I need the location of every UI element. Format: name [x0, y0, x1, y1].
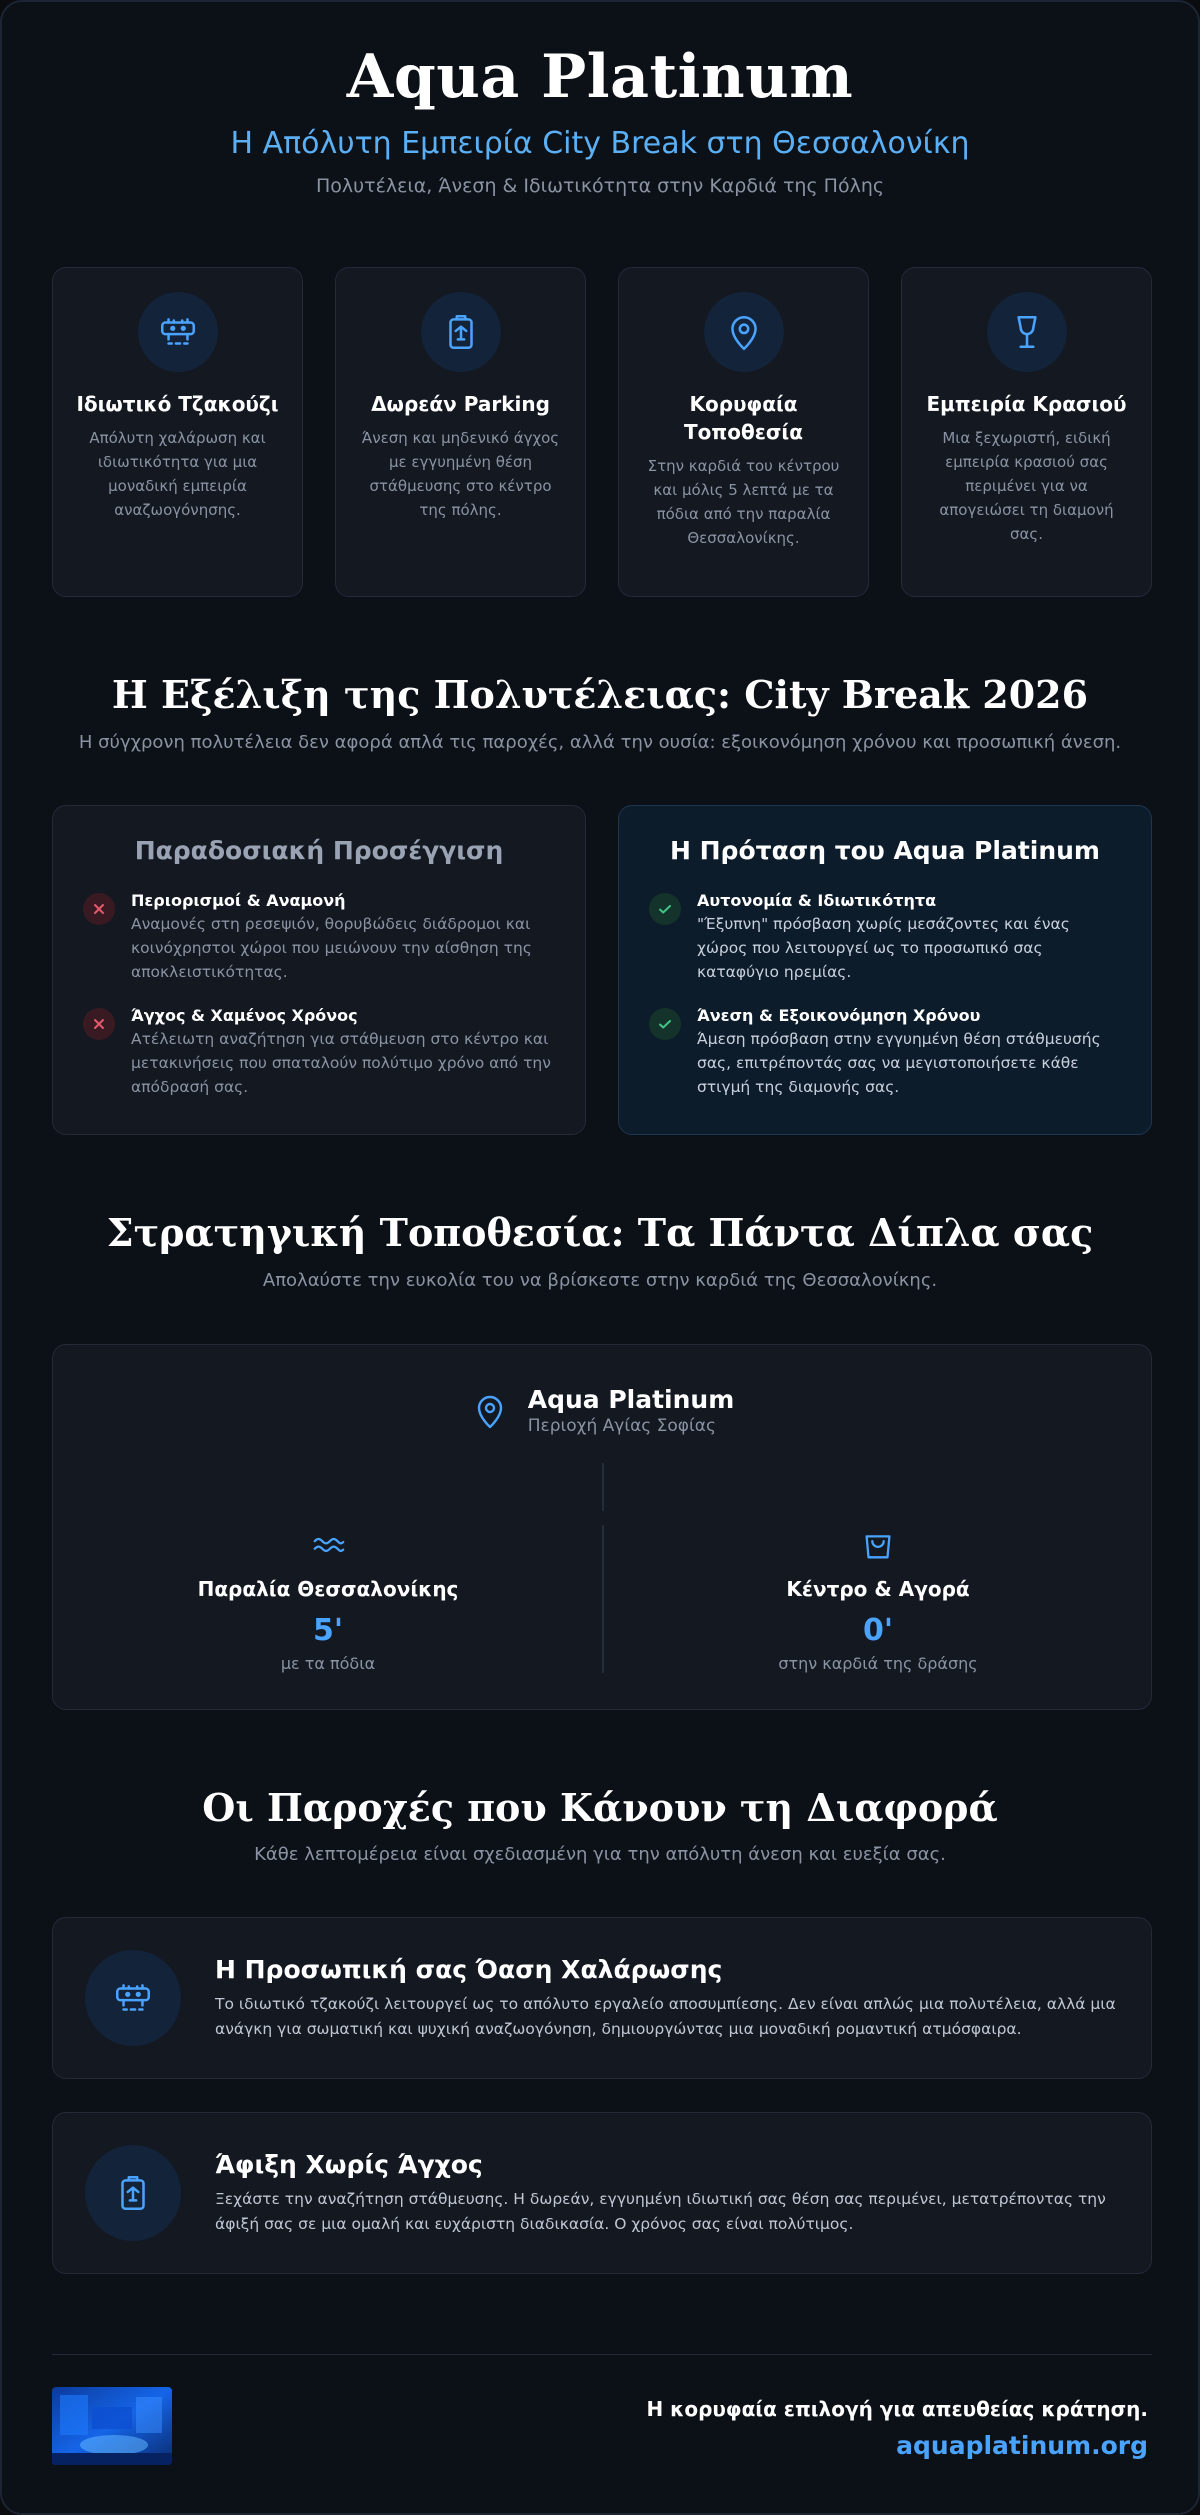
beach-distance: [53, 1525, 603, 1673]
footer-tagline: Η κορυφαία επιλογή για απευθείας κράτηση.: [646, 2397, 1148, 2421]
feature-desc: Απόλυτη χαλάρωση και ιδιωτικότητα για μια μοναδική εμπειρία αναζωογόνησης.: [89, 429, 266, 519]
place-area: Περιοχή Αγίας Σοφίας: [527, 1416, 716, 1436]
jacuzzi-icon: [138, 292, 218, 372]
feature-card-wine: [901, 267, 1152, 597]
item-desc: Ατέλειωτη αναζήτηση για στάθμευση στο κέντρο και μετακινήσεις που σπαταλούν πολύτιμο χρόνο από την απόδρασή σας.: [131, 1030, 551, 1097]
list-item: [83, 1006, 555, 1099]
property-photo: [52, 2387, 172, 2465]
section-subtitle-amenities: Κάθε λεπτομέρεια είναι σχεδιασμένη για την απόλυτη άνεση και ευεξία σας.: [254, 1844, 946, 1865]
cross-icon: [83, 1008, 115, 1040]
footer-divider: [52, 2354, 1152, 2355]
location-header: [53, 1385, 1151, 1436]
amenity-card-parking: [52, 2112, 1152, 2274]
beach-note: με τα πόδια: [280, 1654, 376, 1673]
feature-desc: Μια ξεχωριστή, ειδική εμπειρία κρασιού σας περιμένει για να απογειώσει τη διαμονή σας.: [939, 429, 1114, 543]
feature-title: Εμπειρία Κρασιού: [926, 392, 1127, 416]
item-title: Περιορισμοί & Αναμονή: [131, 891, 346, 910]
section-subtitle-evolution: Η σύγχρονη πολυτέλεια δεν αφορά απλά τις παροχές, αλλά την ουσία: εξοικονόμηση χρόνου και προσωπική άνεση.: [78, 732, 1122, 753]
feature-card-jacuzzi: [52, 267, 303, 597]
amenity-desc: Ξεχάστε την αναζήτηση στάθμευσης. Η δωρεάν, εγγυημένη ιδιωτική σας θέση σας περιμένει, μετατρέποντας την άφιξή σας σε μια ομαλή και ευχάριστη διαδικασία. Ο χρόνος σας είναι πολύτιμος.: [215, 2189, 1106, 2233]
aqua-title: Η Πρόταση του Aqua Platinum: [670, 836, 1100, 865]
parking-icon: [85, 2145, 181, 2241]
feature-desc: Στην καρδιά του κέντρου και μόλις 5 λεπτά με τα πόδια από την παραλία Θεσσαλονίκης.: [647, 457, 840, 547]
feature-title: Κορυφαία Τοποθεσία: [684, 392, 803, 444]
center-note: στην καρδιά της δράσης: [778, 1654, 978, 1673]
item-title: Άνεση & Εξοικονόμηση Χρόνου: [697, 1006, 981, 1026]
feature-card-location: [618, 267, 869, 597]
amenity-title: Άφιξη Χωρίς Άγχος: [215, 2149, 483, 2179]
hero-header: [2, 42, 1198, 197]
comparison-cards: [52, 805, 1152, 1135]
feature-title: Δωρεάν Parking: [371, 392, 550, 416]
item-title: Αυτονομία & Ιδιωτικότητα: [697, 891, 937, 910]
check-icon: [649, 1008, 681, 1040]
check-icon: [649, 893, 681, 925]
amenity-title: Η Προσωπική σας Όαση Χαλάρωσης: [215, 1954, 723, 1984]
beach-title: Παραλία Θεσσαλονίκης: [197, 1577, 459, 1601]
amenity-desc: Το ιδιωτικό τζακούζι λειτουργεί ως το απόλυτο εργαλείο αποσυμπίεσης. Δεν είναι απλώς μια πολυτέλεια, αλλά μια ανάγκη για σωματική και ψυχική αναζωογόνηση, δημιουργώντας μια μοναδική ρομαντική ατμόσφαιρα.: [215, 1994, 1116, 2038]
section-subtitle-location: Απολαύστε την ευκολία του να βρίσκεστε στην καρδιά της Θεσσαλονίκης.: [262, 1270, 938, 1291]
page-tagline: Πολυτέλεια, Άνεση & Ιδιωτικότητα στην Καρδιά της Πόλης: [315, 175, 885, 197]
item-desc: Άμεση πρόσβαση στην εγγυημένη θέση στάθμευσής σας, επιτρέποντάς σας να μεγιστοποιήσετε κάθε στιγμή της διαμονής σας.: [697, 1030, 1101, 1097]
feature-card-parking: [335, 267, 586, 597]
page-subtitle: Η Απόλυτη Εμπειρία City Break στη Θεσσαλονίκη: [230, 126, 970, 161]
item-desc: Αναμονές στη ρεσεψιόν, θορυβώδεις διάδρομοι και κοινόχρηστοι χώροι που μειώνουν την αίσθηση της αποκλειστικότητας.: [131, 915, 532, 982]
website-link[interactable]: aquaplatinum.org: [896, 2431, 1148, 2460]
item-desc: "Έξυπνη" πρόσβαση χωρίς μεσάζοντες και ένας χώρος που λειτουργεί ως το προσωπικό σας καταφύγιο ηρεμίας.: [697, 915, 1070, 982]
traditional-approach-card: [52, 805, 586, 1135]
list-item: [83, 891, 555, 984]
feature-desc: Άνεση και μηδενικό άγχος με εγγυημένη θέση στάθμευσης στο κέντρο της πόλης.: [361, 429, 560, 519]
center-distance: [603, 1525, 1153, 1673]
cross-icon: [83, 893, 115, 925]
location-pin-icon: [704, 292, 784, 372]
location-pin-icon: [470, 1391, 510, 1431]
place-name: Aqua Platinum: [527, 1385, 735, 1414]
center-title: Κέντρο & Αγορά: [786, 1577, 970, 1601]
amenity-card-jacuzzi: [52, 1917, 1152, 2079]
feature-title: Ιδιωτικό Τζακούζι: [76, 392, 279, 416]
aqua-proposal-card: [618, 805, 1152, 1135]
center-minutes: 0': [862, 1613, 894, 1648]
section-title-amenities: Οι Παροχές που Κάνουν τη Διαφορά: [202, 1785, 998, 1830]
waves-icon: [309, 1525, 347, 1563]
traditional-title: Παραδοσιακή Προσέγγιση: [134, 836, 504, 865]
wine-glass-icon: [987, 292, 1067, 372]
section-title-evolution: Η Εξέλιξη της Πολυτέλειας: City Break 2026: [111, 672, 1089, 717]
footer-cta: [646, 2397, 1148, 2460]
feature-cards: [52, 267, 1152, 597]
item-title: Άγχος & Χαμένος Χρόνος: [131, 1006, 358, 1026]
parking-icon: [421, 292, 501, 372]
list-item: [649, 891, 1121, 984]
jacuzzi-icon: [85, 1950, 181, 2046]
list-item: [649, 1006, 1121, 1099]
shopping-bag-icon: [859, 1525, 897, 1563]
beach-minutes: 5': [312, 1613, 344, 1648]
location-card: [52, 1344, 1152, 1710]
divider: [602, 1463, 604, 1511]
page-title: Aqua Platinum: [346, 42, 854, 112]
section-title-location: Στρατηγική Τοποθεσία: Τα Πάντα Δίπλα σας: [106, 1210, 1094, 1255]
